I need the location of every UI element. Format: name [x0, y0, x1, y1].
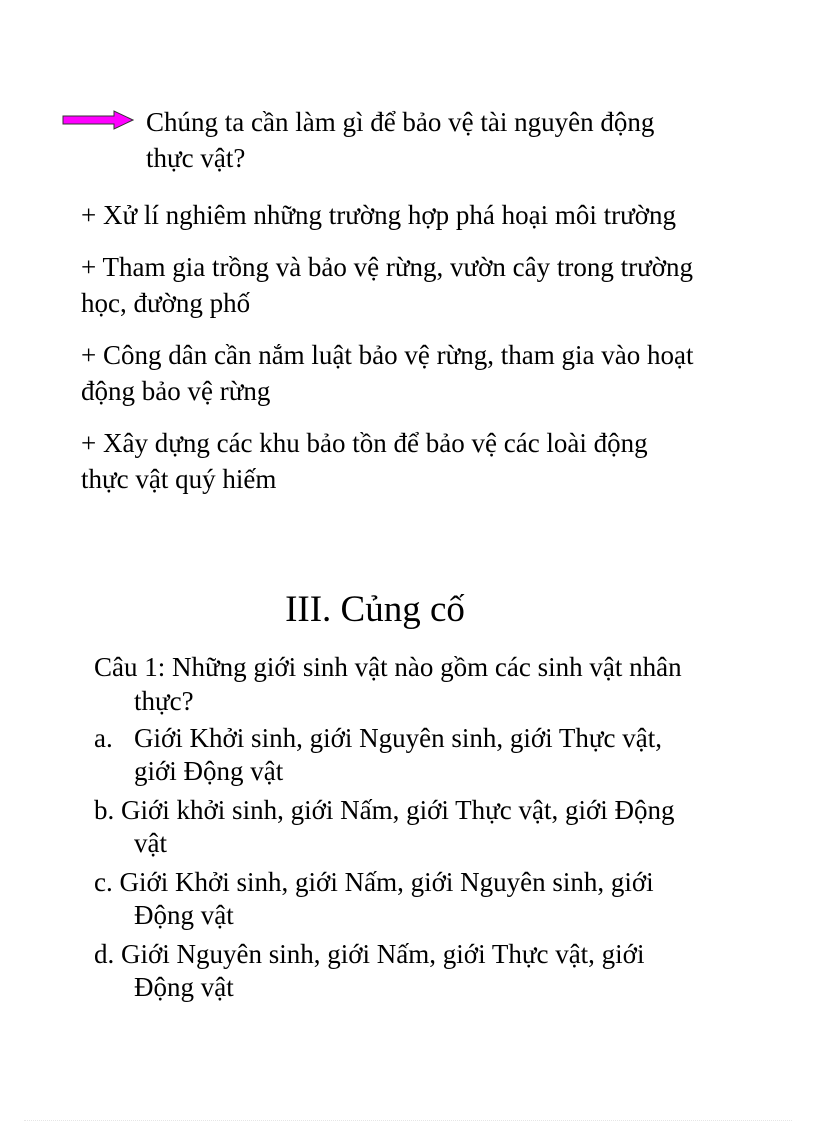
answer-item: + Xử lí nghiêm những trường hợp phá hoại môi trường [81, 200, 677, 230]
arrow-shape [63, 111, 133, 129]
answer-item: + Công dân cần nắm luật bảo vệ rừng, tham gia vào hoạt động bảo vệ rừng [81, 340, 694, 406]
option-letter: a. [94, 723, 113, 753]
option-text: Giới Khởi sinh, giới Nấm, giới Nguyên sinh, giới Động vật [119, 867, 654, 930]
option-text: Giới Khởi sinh, giới Nguyên sinh, giới Thực vật, giới Động vật [134, 723, 662, 786]
quiz-option-d [94, 938, 694, 1004]
answer-item: + Xây dựng các khu bảo tồn để bảo vệ các loài động thực vật quý hiếm [81, 428, 648, 494]
right-arrow-icon [62, 110, 134, 130]
answer-item: + Tham gia trồng và bảo vệ rừng, vườn cây trong trường học, đường phố [81, 252, 694, 318]
quiz-option-b [94, 794, 694, 860]
question-text: Chúng ta cần làm gì để bảo vệ tài nguyên động thực vật? [146, 107, 655, 173]
section-title: III. Củng cố [285, 589, 465, 630]
quiz-option-a [94, 722, 694, 788]
option-letter: c. [94, 867, 113, 897]
answer-list [81, 197, 701, 513]
option-text: Giới Nguyên sinh, giới Nấm, giới Thực vật, giới Động vật [121, 939, 645, 1002]
page-bottom-divider [24, 1120, 792, 1121]
quiz-block [94, 650, 694, 1010]
option-letter: d. [94, 939, 115, 969]
option-letter: b. [94, 795, 115, 825]
option-text: Giới khởi sinh, giới Nấm, giới Thực vật, giới Động vật [121, 795, 675, 858]
quiz-question: Câu 1: Những giới sinh vật nào gồm các sinh vật nhân thực? [94, 652, 682, 716]
quiz-option-c [94, 866, 694, 932]
